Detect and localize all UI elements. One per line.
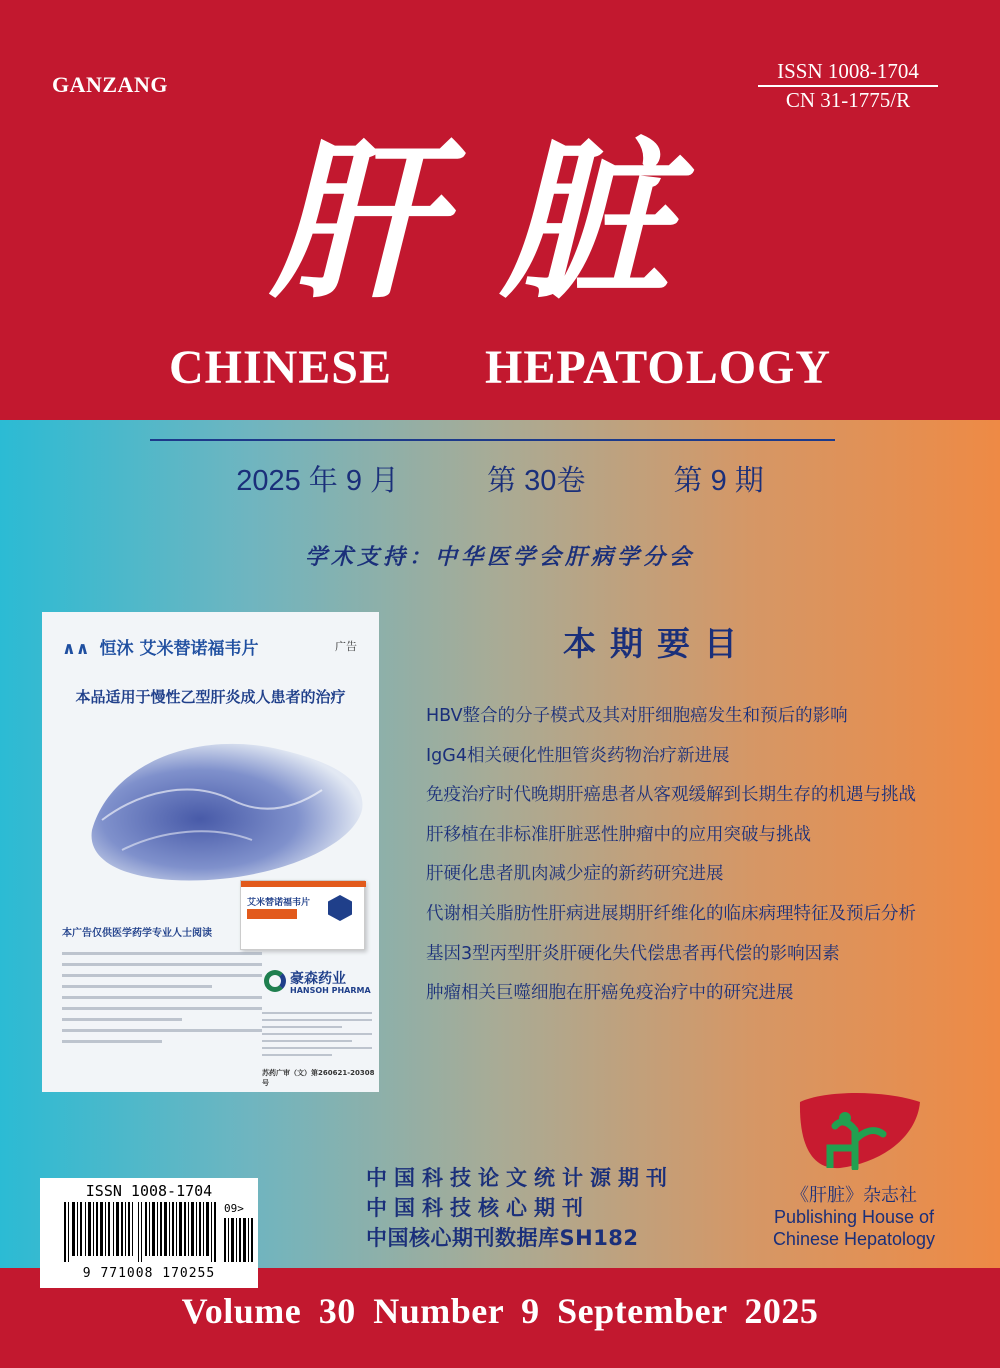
company-name-zh: 豪森药业 xyxy=(290,971,346,987)
indexing-item: 中国核心期刊数据库SH182 xyxy=(366,1226,639,1250)
barcode-panel xyxy=(40,1178,258,1288)
ad-brand xyxy=(62,634,258,659)
highlight-item: HBV整合的分子模式及其对肝细胞癌发生和预后的影响 xyxy=(426,706,848,726)
ad-fine-print xyxy=(62,952,262,1051)
academic-support: 学术支持：中华医学会肝病学分会 xyxy=(304,544,695,570)
issue-info xyxy=(0,458,1000,499)
publisher-name-en-2: Chinese Hepatology xyxy=(772,1229,936,1249)
hexagon-icon xyxy=(328,895,352,921)
journal-pinyin: GANZANG xyxy=(52,72,168,97)
liver-illustration xyxy=(82,720,372,900)
product-box xyxy=(240,880,365,950)
highlight-item: IgG4相关硬化性胆管炎药物治疗新进展 xyxy=(426,745,730,766)
barcode-addon: 09> xyxy=(224,1202,244,1215)
highlight-item: 免疫治疗时代晚期肝癌患者从客观缓解到长期生存的机遇与挑战 xyxy=(426,785,916,806)
barcode-bars xyxy=(64,1202,218,1262)
advertisement-panel xyxy=(42,612,379,1092)
publisher-name-zh: 《肝脏》杂志社 xyxy=(791,1185,917,1205)
volume-footer: Volume 30 Number 9 September 2025 xyxy=(181,1291,819,1331)
issue-volume: 第 30卷 xyxy=(487,465,586,497)
ad-headline: 本品适用于慢性乙型肝炎成人患者的治疗 xyxy=(75,688,346,706)
issn-block xyxy=(758,58,938,114)
barcode-number: 9 771008 170255 xyxy=(82,1266,216,1281)
issue-number: 第 9 期 xyxy=(673,465,764,497)
indexing-list xyxy=(366,1163,674,1253)
ad-label: 广告 xyxy=(335,640,357,653)
issn-number: ISSN 1008-1704 xyxy=(758,58,938,87)
highlights-title: 本期要目 xyxy=(563,624,751,663)
highlight-item: 肝硬化患者肌肉减少症的新药研究进展 xyxy=(426,864,724,885)
cn-number: CN 31-1775/R xyxy=(785,88,911,112)
barcode-addon-bars xyxy=(224,1218,254,1262)
highlight-item: 基因3型丙型肝炎肝硬化失代偿患者再代偿的影响因素 xyxy=(426,943,840,964)
publisher-name-en-1: Publishing House of xyxy=(773,1207,935,1227)
company-name-en: HANSOH PHARMA xyxy=(290,986,371,995)
ad-brand-text: 恒沐 艾米替诺福韦片 xyxy=(99,639,259,659)
publisher-logo-icon xyxy=(795,1090,925,1170)
hansoh-logo-icon xyxy=(264,970,286,992)
issue-date: 2025 年 9 月 xyxy=(236,465,400,497)
barcode-issn: ISSN 1008-1704 xyxy=(85,1182,213,1200)
highlights-list xyxy=(426,697,986,1014)
ad-notice: 本广告仅供医学药学专业人士阅读 xyxy=(62,928,212,939)
ad-company-details xyxy=(262,1012,372,1061)
highlight-item: 肿瘤相关巨噬细胞在肝癌免疫治疗中的研究进展 xyxy=(426,983,794,1004)
publisher-block xyxy=(740,1184,968,1250)
ad-approval-number: 苏药广审（文）第260621-20308号 xyxy=(262,1069,375,1087)
highlight-item: 肝移植在非标准肝脏恶性肿瘤中的应用突破与挑战 xyxy=(426,824,811,845)
divider-rule xyxy=(150,439,835,441)
brand-mark-icon: ∧∧ xyxy=(62,639,90,659)
journal-title-chinese: 肝脏 xyxy=(269,122,730,322)
journal-title-english: CHINESE HEPATOLOGY xyxy=(168,341,832,394)
product-box-title: 艾米替诺福韦片 xyxy=(247,898,311,908)
highlight-item: 代谢相关脂肪性肝病进展期肝纤维化的临床病理特征及预后分析 xyxy=(426,903,916,924)
indexing-item: 中国科技论文统计源期刊 xyxy=(366,1166,674,1190)
indexing-item: 中国科技核心期刊 xyxy=(366,1196,590,1220)
